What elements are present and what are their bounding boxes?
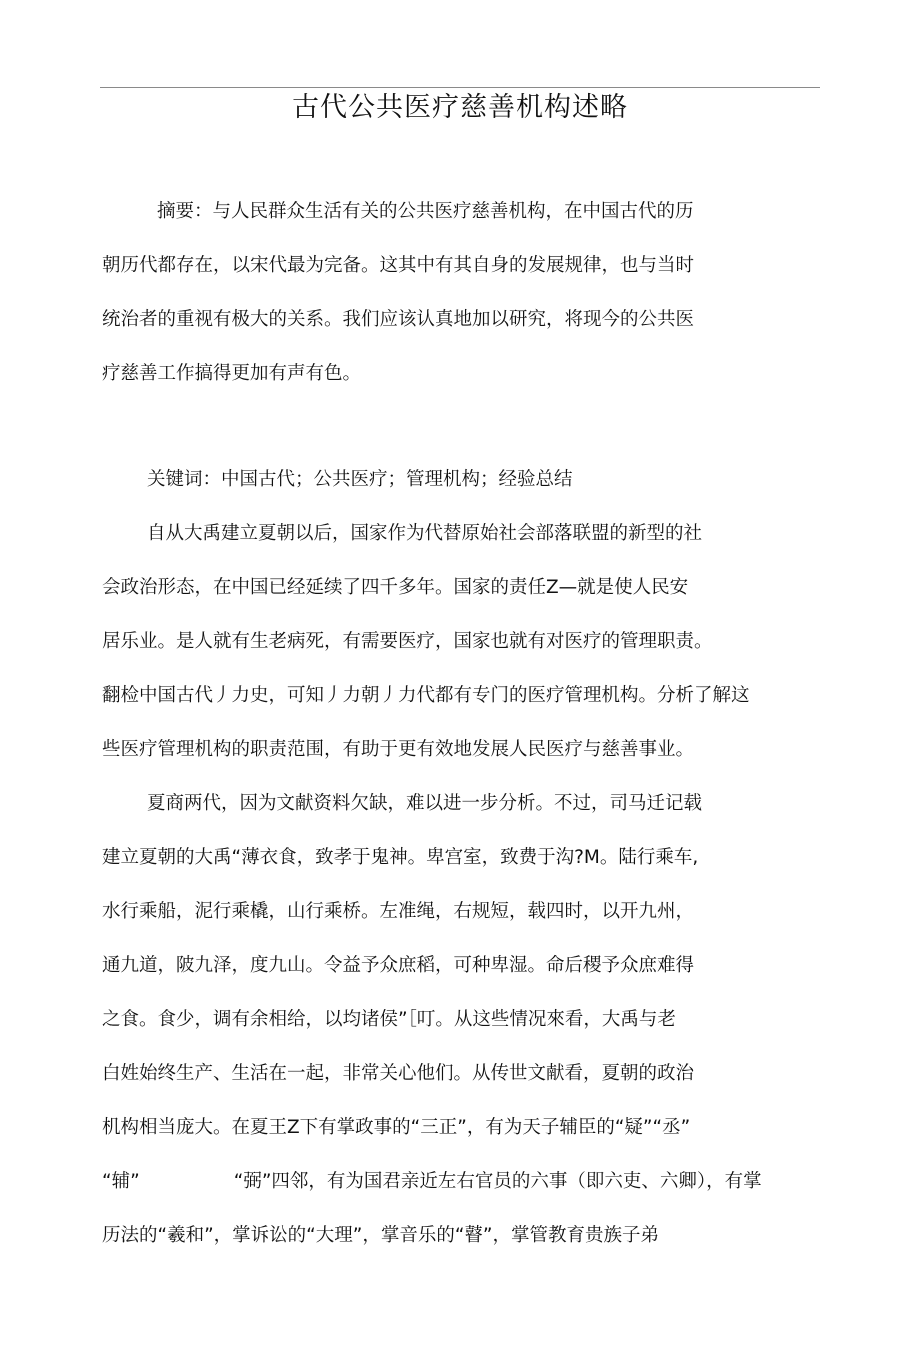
abstract-line: 朝历代都存在，以宋代最为完备。这其中有其自身的发展规律，也与当时 — [102, 255, 695, 276]
abstract-line: 疗慈善工作搞得更加有声有色。 — [102, 363, 362, 384]
paragraph-line: 水行乘船，泥行乘橇，山行乘桥。左准绳，右规短，载四时，以开九州， — [102, 901, 695, 922]
abstract-line: 摘要：与人民群众生活有关的公共医疗慈善机构，在中国古代的历 — [157, 201, 694, 222]
paragraph-line: 些医疗管理机构的职责范围，有助于更有效地发展人民医疗与慈善事业。 — [102, 739, 695, 760]
paragraph-line: 通九道，陂九泽，度九山。令益予众庶稻，可种卑湿。命后稷予众庶难得 — [102, 955, 695, 976]
paragraph-line: 翻检中国古代丿力史，可知丿力朝丿力代都有专门的医疗管理机构。分析了解这 — [102, 685, 750, 706]
paragraph-line: 会政治形态，在中国已经延续了四千多年。国家的责任Z—就是使人民安 — [102, 577, 689, 598]
paragraph-line: 自从大禹建立夏朝以后，国家作为代替原始社会部落联盟的新型的社 — [147, 523, 703, 544]
paragraph-line: 建立夏朝的大禹“薄衣食，致孝于鬼神。卑宫室，致费于沟?M。陆行乘车, — [102, 847, 699, 868]
paragraph-line: 历法的“羲和”，掌诉讼的“大理”，掌音乐的“瞽”，掌管教育贵族子弟 — [102, 1225, 660, 1246]
paragraph-line: 白姓始终生产、生活在一起，非常关心他们。从传世文献看，夏朝的政治 — [102, 1063, 695, 1084]
keywords-line: 关键词：中国古代；公共医疗；管理机构；经验总结 — [147, 469, 573, 490]
paragraph-line: “辅” “弼”四邻，有为国君亲近左右官员的六事（即六吏、六卿），有掌 — [102, 1171, 762, 1192]
paragraph-line: 之食。食少，调有余相给，以均诸侯”［叮。从这些情况來看，大禹与老 — [102, 1009, 676, 1030]
paragraph-line: 机构相当庞大。在夏王Z下有掌政事的“三正”，有为天子辅臣的“疑”“丞” — [102, 1117, 691, 1138]
abstract-line: 统治者的重视有极大的关系。我们应该认真地加以研究，将现今的公共医 — [102, 309, 695, 330]
paragraph-line: 夏商两代，因为文献资料欠缺，难以进一步分析。不过，司马迁记载 — [147, 793, 703, 814]
document-title: 古代公共医疗慈善机构述略 — [292, 92, 628, 123]
paragraph-line: 居乐业。是人就有生老病死，有需要医疗，国家也就有对医疗的管理职责。 — [102, 631, 713, 652]
